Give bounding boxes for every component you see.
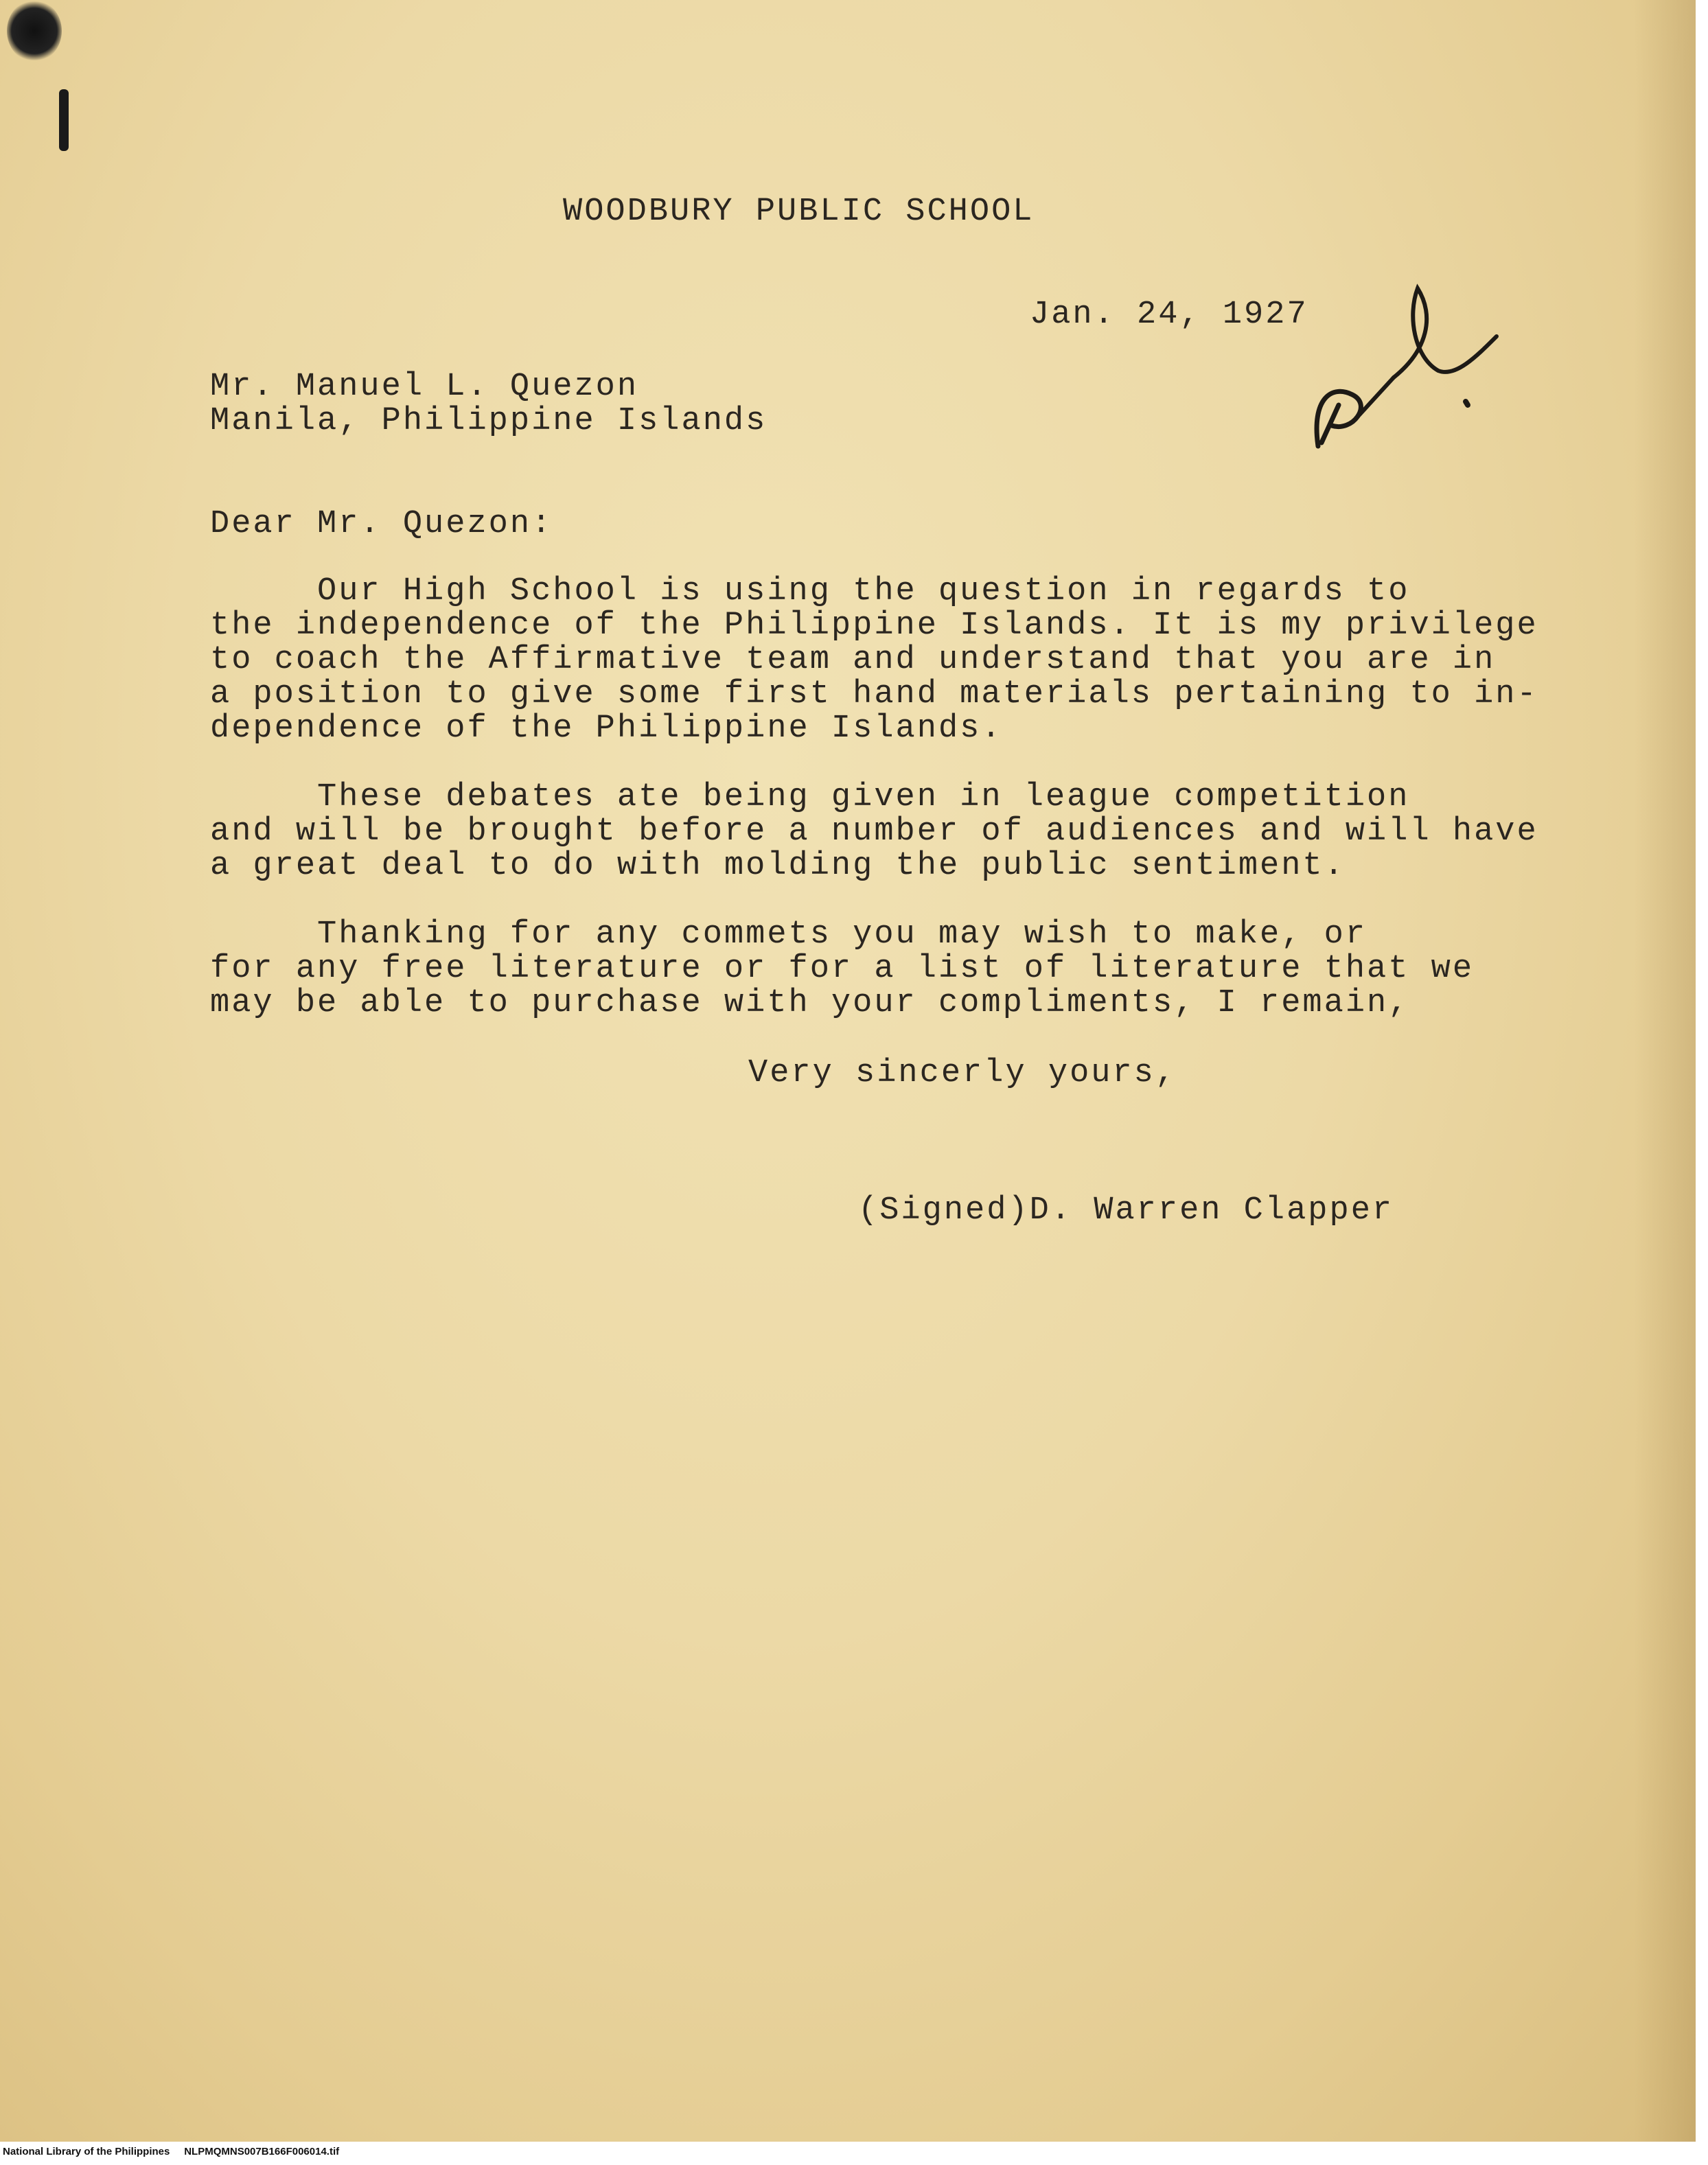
paragraph-line: dependence of the Philippine Islands. — [210, 710, 1003, 747]
letterhead: WOODBURY PUBLIC SCHOOL — [563, 194, 1035, 230]
paragraph-line: to coach the Affirmative team and understand that you are in — [210, 642, 1496, 678]
recipient-address: Manila, Philippine Islands — [210, 403, 768, 439]
body-paragraph-2 — [210, 780, 1538, 883]
recipient-name: Mr. Manuel L. Quezon — [210, 369, 639, 405]
paragraph-line: for any free literature or for a list of literature that we — [210, 951, 1475, 987]
paragraph-line: These debates ate being given in league competition — [210, 779, 1410, 815]
body-paragraph-3 — [210, 918, 1474, 1021]
scan-footer-caption: National Library of the Philippines NLPMQMNS007B166F006014.tif — [3, 2146, 340, 2157]
handwritten-annotation — [1291, 275, 1510, 474]
letter-date: Jan. 24, 1927 — [1030, 297, 1308, 333]
ink-blot — [7, 0, 62, 62]
closing: Very sincerly yours, — [748, 1055, 1177, 1091]
paragraph-line: the independence of the Philippine Islands. It is my privilege — [210, 607, 1538, 644]
body-paragraph-1 — [210, 575, 1538, 746]
salutation: Dear Mr. Quezon: — [210, 506, 553, 542]
paragraph-line: may be able to purchase with your compliments, I remain, — [210, 985, 1410, 1021]
paragraph-line: Thanking for any commets you may wish to make, or — [210, 916, 1367, 953]
page-edge-shadow — [1634, 0, 1696, 2142]
paragraph-line: a great deal to do with molding the public sentiment. — [210, 848, 1346, 884]
signature: (Signed)D. Warren Clapper — [858, 1192, 1394, 1229]
paragraph-line: and will be brought before a number of audiences and will have — [210, 813, 1538, 850]
ink-mark — [59, 89, 69, 151]
paragraph-line: a position to give some first hand materials pertaining to in- — [210, 676, 1538, 713]
paragraph-line: Our High School is using the question in regards to — [210, 573, 1410, 610]
